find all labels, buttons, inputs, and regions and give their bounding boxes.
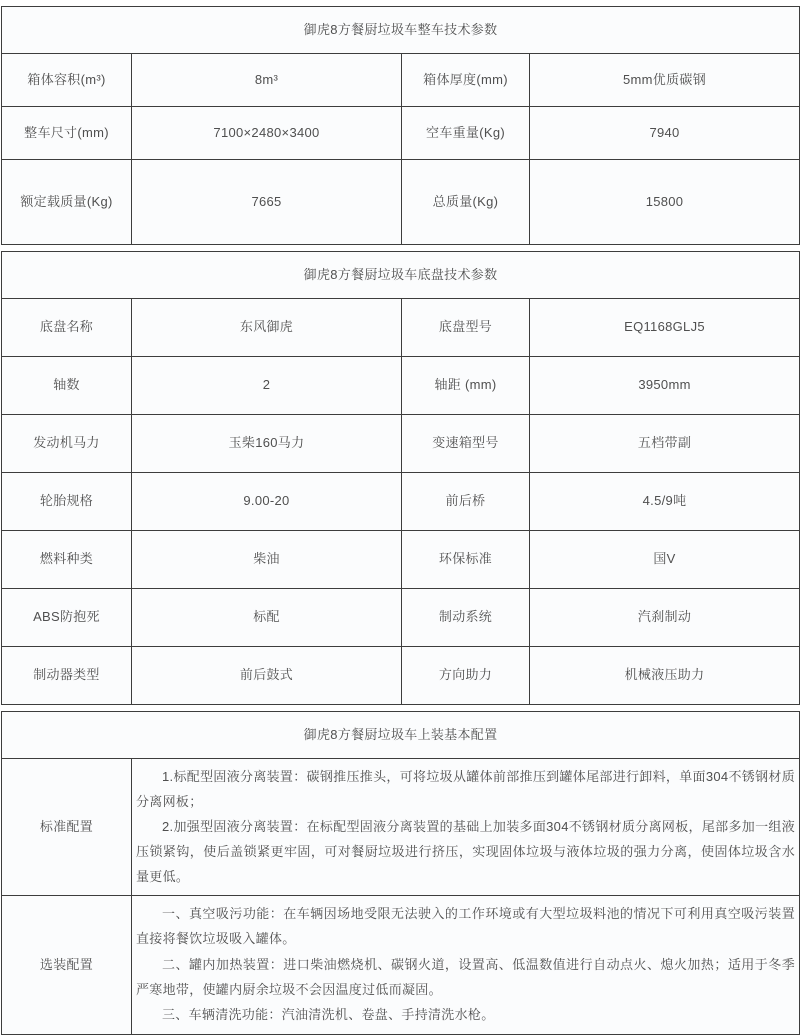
optional-config-paragraph-2: 二、罐内加热装置：进口柴油燃烧机、碳钢火道，设置高、低温数值进行自动点火、熄火加热；适用于冬季严寒地带，使罐内厨余垃圾不会因温度过低而凝固。 [136,956,796,997]
row-label-gearbox-model: 变速箱型号 [402,415,530,473]
row-label-fuel-type: 燃料种类 [2,531,132,589]
row-value-box-thickness: 5mm优质碳钢 [530,54,800,107]
row-value-brake-system: 汽刹制动 [530,589,800,647]
body-section-title: 御虎8方餐厨垃圾车上装基本配置 [2,712,800,759]
row-value-chassis-name: 东风御虎 [132,299,402,357]
table-row [2,415,800,473]
row-label-brake-system: 制动系统 [402,589,530,647]
optional-config-paragraph-3: 三、车辆清洗功能：汽油清洗机、卷盘、手持清洗水枪。 [162,1007,495,1023]
row-value-rated-load: 7665 [132,160,402,245]
row-value-brake-type: 前后鼓式 [132,647,402,705]
table-row [2,531,800,589]
table-row [2,107,800,160]
standard-config-row [2,759,800,896]
row-label-emission-standard: 环保标准 [402,531,530,589]
standard-config-text [132,759,800,896]
row-value-power-steering: 机械液压助力 [530,647,800,705]
optional-config-label: 选装配置 [2,896,132,1034]
row-label-box-thickness: 箱体厚度(mm) [402,54,530,107]
chassis-section-title: 御虎8方餐厨垃圾车底盘技术参数 [2,252,800,299]
row-value-box-volume: 8m³ [132,54,402,107]
standard-config-label: 标准配置 [2,759,132,896]
row-label-engine-power: 发动机马力 [2,415,132,473]
row-value-axles: 4.5/9吨 [530,473,800,531]
row-label-box-volume: 箱体容积(m³) [2,54,132,107]
optional-config-paragraph-1: 一、真空吸污功能：在车辆因场地受限无法驶入的工作环境或有大型垃圾料池的情况下可利用真空吸污装置直接将餐饮垃圾吸入罐体。 [136,906,796,947]
row-label-curb-weight: 空车重量(Kg) [402,107,530,160]
table-row [2,299,800,357]
row-value-axle-count: 2 [132,357,402,415]
row-value-vehicle-dimensions: 7100×2480×3400 [132,107,402,160]
table-row [2,589,800,647]
row-value-gross-weight: 15800 [530,160,800,245]
table-row [2,357,800,415]
row-label-chassis-name: 底盘名称 [2,299,132,357]
vehicle-section-title: 御虎8方餐厨垃圾车整车技术参数 [2,7,800,54]
table-row [2,54,800,107]
table-row [2,647,800,705]
table-row [2,473,800,531]
standard-config-paragraph-1: 1.标配型固液分离装置：碳钢推压推头，可将垃圾从罐体前部推压到罐体尾部进行卸料，单面304不锈钢材质分离网板； [136,769,796,809]
row-value-abs: 标配 [132,589,402,647]
row-label-axles: 前后桥 [402,473,530,531]
vehicle-spec-table [1,6,800,245]
row-label-tire-spec: 轮胎规格 [2,473,132,531]
row-label-brake-type: 制动器类型 [2,647,132,705]
row-label-axle-count: 轴数 [2,357,132,415]
optional-config-row [2,896,800,1034]
row-value-chassis-model: EQ1168GLJ5 [530,299,800,357]
row-label-abs: ABS防抱死 [2,589,132,647]
table-row [2,160,800,245]
row-value-curb-weight: 7940 [530,107,800,160]
vehicle-section-header-row [2,7,800,54]
chassis-spec-table [1,251,800,705]
row-label-chassis-model: 底盘型号 [402,299,530,357]
row-value-fuel-type: 柴油 [132,531,402,589]
row-label-wheelbase: 轴距 (mm) [402,357,530,415]
row-value-emission-standard: 国V [530,531,800,589]
row-label-gross-weight: 总质量(Kg) [402,160,530,245]
standard-config-paragraph-2: 2.加强型固液分离装置：在标配型固液分离装置的基础上加装多面304不锈钢材质分离网板，尾部多加一组液压锁紧钩，使后盖锁紧更牢固，可对餐厨垃圾进行挤压，实现固体垃圾与液体垃圾的强力分离，使固体垃圾含水量更低。 [136,819,796,884]
row-value-wheelbase: 3950mm [530,357,800,415]
row-value-gearbox-model: 五档带副 [530,415,800,473]
row-label-vehicle-dimensions: 整车尺寸(mm) [2,107,132,160]
body-config-table [1,711,800,1035]
row-label-rated-load: 额定载质量(Kg) [2,160,132,245]
optional-config-text [132,896,800,1034]
body-section-header-row [2,712,800,759]
row-label-power-steering: 方向助力 [402,647,530,705]
row-value-tire-spec: 9.00-20 [132,473,402,531]
row-value-engine-power: 玉柴160马力 [132,415,402,473]
chassis-section-header-row [2,252,800,299]
